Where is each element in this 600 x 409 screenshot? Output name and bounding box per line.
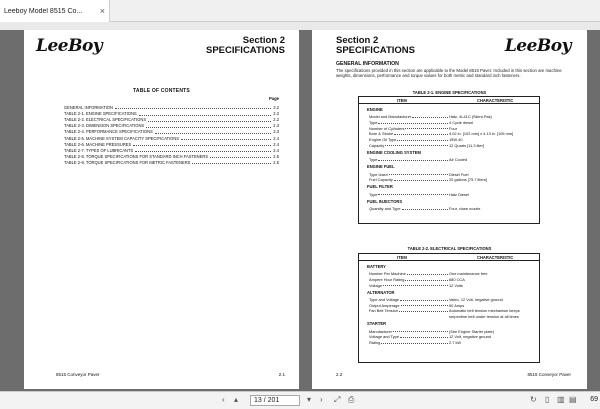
table-row [369, 143, 484, 148]
print-icon[interactable]: ⎙ [348, 395, 355, 404]
toc-entry[interactable] [64, 154, 279, 160]
section-title: SPECIFICATIONS [206, 45, 285, 56]
next-page-icon[interactable]: ▾ [307, 395, 312, 404]
single-page-icon[interactable]: ▯ [545, 395, 550, 404]
general-information-heading: GENERAL INFORMATION [336, 61, 399, 67]
table-cell-item: Type Used [369, 172, 449, 177]
toc-entry-page: 2.2 [273, 117, 279, 123]
table-cell-characteristic: Hatz Diesel [449, 191, 469, 197]
toc-entry-page: 2.4 [273, 141, 279, 147]
toc-entry[interactable] [64, 117, 279, 123]
section-title: SPECIFICATIONS [336, 45, 415, 56]
dot-leader [115, 105, 271, 109]
table-section-heading: STARTER [367, 321, 387, 327]
toc-entry-label: TABLE 2-4. PERFORMANCE SPECIFICATIONS [64, 129, 153, 135]
table-header [359, 254, 539, 261]
status-bar [0, 391, 600, 409]
table-cell-characteristic: Hatz, 4L41C (Silent Pak) [449, 114, 492, 120]
table-row [369, 120, 473, 125]
table-cell-characteristic: 12 Quarts [11.3 liter] [449, 142, 484, 148]
table-section-heading: ENGINE [367, 107, 383, 112]
dot-leader [192, 160, 271, 164]
col-item-header: ITEM [397, 255, 407, 261]
two-page-icon[interactable]: ▥ [557, 395, 565, 404]
table-cell-item: Type [369, 120, 449, 125]
table-cell-characteristic: 4 Cycle diesel [449, 119, 474, 125]
table-cell-item: Output Amperage [369, 303, 449, 308]
table-cell-item: Quantity and Type [369, 206, 449, 211]
table-row [369, 192, 469, 197]
tab-bar [0, 0, 600, 22]
table-section-heading: BATTERY [367, 264, 386, 269]
table-row [369, 177, 487, 182]
table-cell-item: Capacity [369, 143, 449, 148]
table-row [369, 283, 463, 288]
toc-entry-label: TABLE 2-6. MACHINE PRESSURES [64, 141, 132, 147]
leeboy-logo: LeeBoy [36, 36, 103, 56]
close-tab-icon[interactable]: × [99, 6, 105, 16]
table-cell-item: Fan Belt Tension [369, 308, 449, 313]
toc-entry[interactable] [64, 136, 279, 142]
table-section-heading: FUEL INJECTORS [367, 198, 403, 204]
table-cell-characteristic: Diesel Fuel [449, 171, 469, 177]
table-row [369, 303, 464, 308]
toc-entry-label: TABLE 2-5. MACHINE SYSTEM CAPACITY SPECIFICATIONS [64, 135, 180, 141]
footer-right: 2.1 [278, 372, 285, 377]
dot-leader [135, 148, 271, 152]
table-cell-characteristic: Four [449, 125, 457, 131]
table-row [369, 334, 491, 339]
toc-entry[interactable] [64, 129, 279, 135]
col-item-header: ITEM [397, 98, 407, 104]
toc-entry[interactable] [64, 105, 279, 111]
dot-leader [181, 136, 271, 140]
toc-entry-label: GENERAL INFORMATION [64, 105, 113, 110]
table-cell-characteristic: 20 gallons [75.7 liters] [449, 177, 487, 183]
dot-leader [146, 123, 271, 127]
last-page-icon[interactable]: › [320, 395, 323, 404]
footer-left: 8515 Conveyor Paver [56, 372, 100, 377]
footer-right: 8515 Conveyor Paver [527, 372, 571, 377]
table-cell-characteristic: 12 Volts [449, 282, 463, 288]
previous-page-icon[interactable]: ‹ [222, 395, 225, 404]
footer-left: 2.2 [336, 372, 343, 377]
zoom-level[interactable]: 69 [590, 396, 598, 403]
toc-entry-label: TABLE 2-8. TORQUE SPECIFICATIONS FOR STANDARD INCH FASTENERS [64, 153, 209, 159]
table-cell-item: Model and Manufacturer [369, 114, 449, 119]
toc-entry-page: 2.3 [273, 123, 279, 129]
toc-entry-page: 2.4 [273, 147, 279, 153]
table-cell-characteristic: 680 CCA [449, 276, 465, 282]
toc-page-header: Page [268, 96, 279, 101]
page-left [24, 30, 299, 389]
table-header [359, 97, 539, 104]
table-row [369, 308, 520, 313]
table-cell-characteristic: 15W-40 [449, 137, 463, 142]
table-cell-characteristic: Valeo, 12 Volt, negative ground [449, 297, 503, 302]
dot-leader [210, 154, 271, 158]
scroll-mode-icon[interactable]: ▤ [569, 395, 577, 404]
general-information-text: The specifications provided in this section are applicable to the Model 8515 Paver. Included in this section are machine weights, dimensions, performance and torque values for both metric and standard inch fasteners. [336, 68, 562, 79]
table-row [369, 297, 503, 302]
toc-entry-label: TABLE 2-9. TORQUE SPECIFICATIONS FOR METRIC FASTENERS [64, 159, 191, 165]
table-cell-characteristic: serpentine belt under tension at all times [449, 314, 519, 320]
toc-entry-label: TABLE 2-3. DIMENSION SPECIFICATIONS [64, 123, 145, 129]
table-cell-item [369, 314, 449, 319]
table-cell-characteristic: 60 Amps [449, 302, 465, 308]
page-number-input[interactable]: 13 / 201 [250, 395, 300, 406]
table-section-heading: ENGINE FUEL [367, 164, 395, 170]
toc-entry-page: 2.2 [273, 105, 279, 110]
leeboy-logo: LeeBoy [504, 36, 571, 56]
table-row [369, 277, 465, 282]
toc-entry[interactable] [64, 123, 279, 129]
table-cell-item: Type [369, 157, 449, 162]
toc-entry[interactable] [64, 111, 279, 117]
table-cell-item: Voltage and Type [369, 334, 449, 339]
toc-entry-page: 2.4 [273, 135, 279, 141]
electrical-spec-table [358, 253, 540, 363]
table-row [369, 157, 467, 162]
dot-leader [139, 111, 272, 115]
table-cell-item: Bore & Stroke [369, 131, 449, 136]
table-cell-item: Ampere Hour Rating [369, 277, 449, 282]
rotate-icon[interactable]: ↻ [530, 395, 537, 404]
engine-spec-table [358, 96, 540, 224]
table-section-heading: ENGINE COOLING SYSTEM [367, 149, 421, 155]
toc-title: TABLE OF CONTENTS [133, 88, 190, 94]
dot-leader [155, 129, 272, 133]
table2-caption: TABLE 2-2. ELECTRICAL SPECIFICATIONS [407, 246, 492, 251]
table-section-heading: ALTERNATOR [367, 289, 395, 295]
document-viewer[interactable] [0, 30, 600, 391]
tab-title: Leeboy Model 8515 Co... [4, 7, 83, 15]
table-cell-characteristic: One maintenance free [449, 271, 488, 277]
section-number: Section 2 [336, 35, 379, 46]
table-row [369, 137, 463, 142]
table-row [369, 340, 461, 345]
table-cell-item: Type and Voltage [369, 297, 449, 302]
toc-entry-label: TABLE 2-7. TYPES OF LUBRICANTS [64, 147, 134, 153]
table-row [369, 131, 513, 136]
toc-entry-page: 2.2 [273, 111, 279, 117]
table-row [369, 114, 492, 119]
section-number: Section 2 [242, 35, 285, 46]
table-row [369, 329, 494, 334]
col-characteristic-header: CHARACTERISTIC [477, 98, 514, 104]
table-cell-characteristic: 4.02 in. [102 mm] x 4.13 in. [105 mm] [449, 131, 514, 137]
table1-caption: TABLE 2-1. ENGINE SPECIFICATIONS [412, 90, 487, 95]
toolbar [0, 22, 600, 30]
toc-entry-page: 2.6 [273, 159, 279, 165]
toc-entry-page: 2.5 [273, 153, 279, 159]
table-row [369, 126, 457, 131]
table-cell-characteristic: Automatic belt tension mechanism keeps [449, 308, 520, 314]
table-cell-characteristic: Four, close nozzle [449, 206, 481, 211]
table-cell-item: Engine Oil Type [369, 137, 449, 142]
table-cell-characteristic: Air Cooled [449, 157, 468, 163]
toc-entry-label: TABLE 2-2. ELECTRICAL SPECIFICATIONS [64, 117, 147, 123]
table-row [369, 172, 468, 177]
table-cell-characteristic: (See Engine Starter plate) [449, 328, 494, 334]
document-tab[interactable] [0, 0, 110, 22]
col-characteristic-header: CHARACTERISTIC [477, 255, 514, 261]
table-row [369, 314, 519, 319]
dot-leader [133, 142, 271, 146]
table-cell-item: Fuel Capacity [369, 177, 449, 182]
table-row [369, 271, 488, 276]
table-cell-item: Voltage [369, 283, 449, 288]
table-section-heading: FUEL FILTER [367, 184, 393, 190]
table-cell-item: Manufacturer [369, 329, 449, 334]
table-row [369, 206, 480, 211]
table-cell-item: Number of Cylinders [369, 126, 449, 131]
table-cell-item: Type [369, 192, 449, 197]
table-cell-item: Rating [369, 340, 449, 345]
table-cell-item: Number Per Machine [369, 271, 449, 276]
page-right [312, 30, 587, 389]
fit-page-icon[interactable]: ⤢ [334, 395, 341, 404]
dot-leader [148, 117, 271, 121]
toc-entry-label: TABLE 2-1. ENGINE SPECIFICATIONS [64, 111, 137, 117]
table-cell-characteristic: 2.7 kW [449, 339, 462, 345]
toc-entry[interactable] [64, 160, 279, 166]
table-cell-characteristic: 12 Volt, negative ground [449, 334, 491, 340]
toc-entry[interactable] [64, 142, 279, 148]
toc-entry[interactable] [64, 148, 279, 154]
toc-entry-page: 2.3 [273, 129, 279, 135]
first-page-icon[interactable]: ▴ [234, 395, 239, 404]
